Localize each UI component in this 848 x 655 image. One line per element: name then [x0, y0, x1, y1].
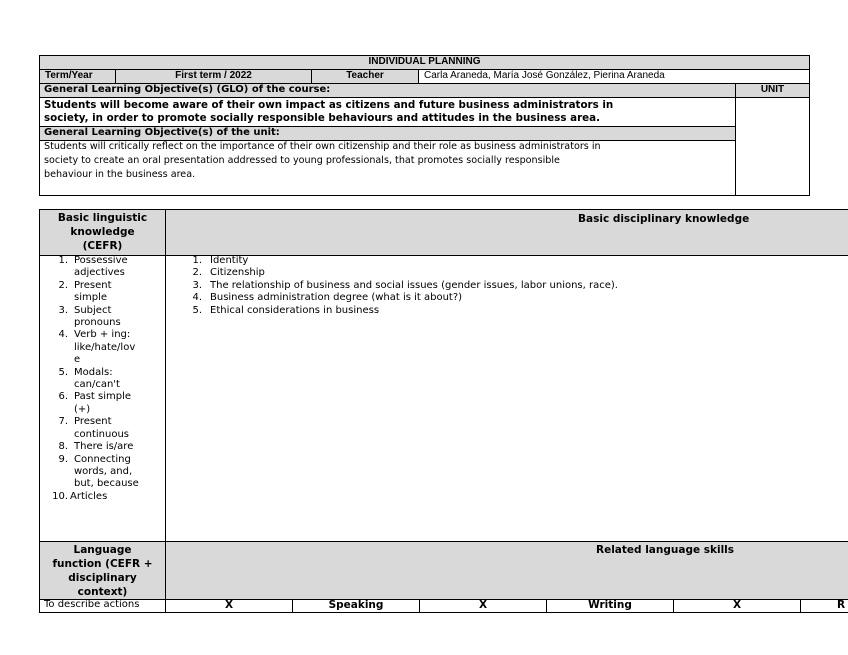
skills-header: Related language skills	[596, 544, 735, 556]
planning-title: INDIVIDUAL PLANNING	[368, 56, 481, 67]
glo-course-line2: society, in order to promote socially responsible behaviours and attitudes in the business area.	[44, 112, 600, 124]
function-header-l4: context)	[77, 586, 128, 598]
function-header-l2: function (CEFR +	[52, 558, 153, 570]
mark-2: X	[478, 599, 488, 611]
list-item: 3. Subject pronouns	[58, 304, 121, 329]
function-header-l1: Language	[73, 544, 132, 556]
function-value: To describe actions	[44, 599, 140, 610]
linguistic-header-l3: (CEFR)	[82, 240, 123, 252]
skill-speaking: Speaking	[328, 599, 384, 611]
glo-course-line1: Students will become aware of their own impact as citizens and future business administrators in	[44, 99, 614, 111]
list-item: 9. Connecting words, and, but, because	[58, 453, 139, 490]
list-item: 4. Business administration degree (what is it about?)	[192, 292, 463, 304]
disciplinary-list	[186, 255, 836, 317]
list-item: 1. Identity	[192, 255, 249, 266]
list-item: 7. Present continuous	[58, 416, 129, 440]
list-item: 5. Ethical considerations in business	[192, 304, 380, 316]
unit-label: UNIT	[760, 84, 785, 95]
list-item: 10. Articles	[52, 490, 108, 502]
list-item: 8. There is/are	[58, 441, 134, 453]
term-year-value: First term / 2022	[175, 70, 252, 81]
glo-unit-line2: society to create an oral presentation addressed to young professionals, that promotes socially responsible	[44, 155, 560, 166]
skill-writing: Writing	[588, 599, 632, 611]
function-header-l3: disciplinary	[68, 572, 137, 584]
list-item: 2. Present simple	[58, 279, 112, 304]
list-item: 4. Verb + ing: like/hate/lov e	[58, 329, 136, 366]
linguistic-header-l1: Basic linguistic	[57, 212, 148, 224]
list-item: 1. Possessive adjectives	[58, 255, 128, 279]
glo-unit-line1: Students will critically reflect on the importance of their own citizenship and their role as business administrators in	[44, 141, 601, 152]
list-item: 6. Past simple (+)	[58, 391, 132, 415]
glo-course-label: General Learning Objective(s) (GLO) of the course:	[44, 84, 331, 95]
teacher-value: Carla Araneda, María José González, Pierina Araneda	[424, 70, 665, 81]
skills-header-cell	[165, 541, 848, 600]
teacher-label: Teacher	[346, 70, 384, 81]
mark-1: X	[224, 599, 234, 611]
linguistic-list	[44, 255, 162, 503]
linguistic-header-l2: knowledge	[70, 226, 135, 238]
disciplinary-header: Basic disciplinary knowledge	[578, 213, 750, 225]
term-year-label: Term/Year	[45, 70, 93, 81]
list-item: 3. The relationship of business and social issues (gender issues, labor unions, race).	[192, 279, 618, 291]
unit-value-cell	[735, 97, 810, 196]
glo-unit-label: General Learning Objective(s) of the unit:	[44, 127, 280, 138]
skill-reading-partial: R	[837, 599, 846, 611]
list-item: 5. Modals: can/can't	[58, 366, 120, 391]
glo-unit-line3: behaviour in the business area.	[44, 169, 196, 180]
list-item: 2. Citizenship	[192, 267, 265, 279]
mark-3: X	[732, 599, 742, 611]
